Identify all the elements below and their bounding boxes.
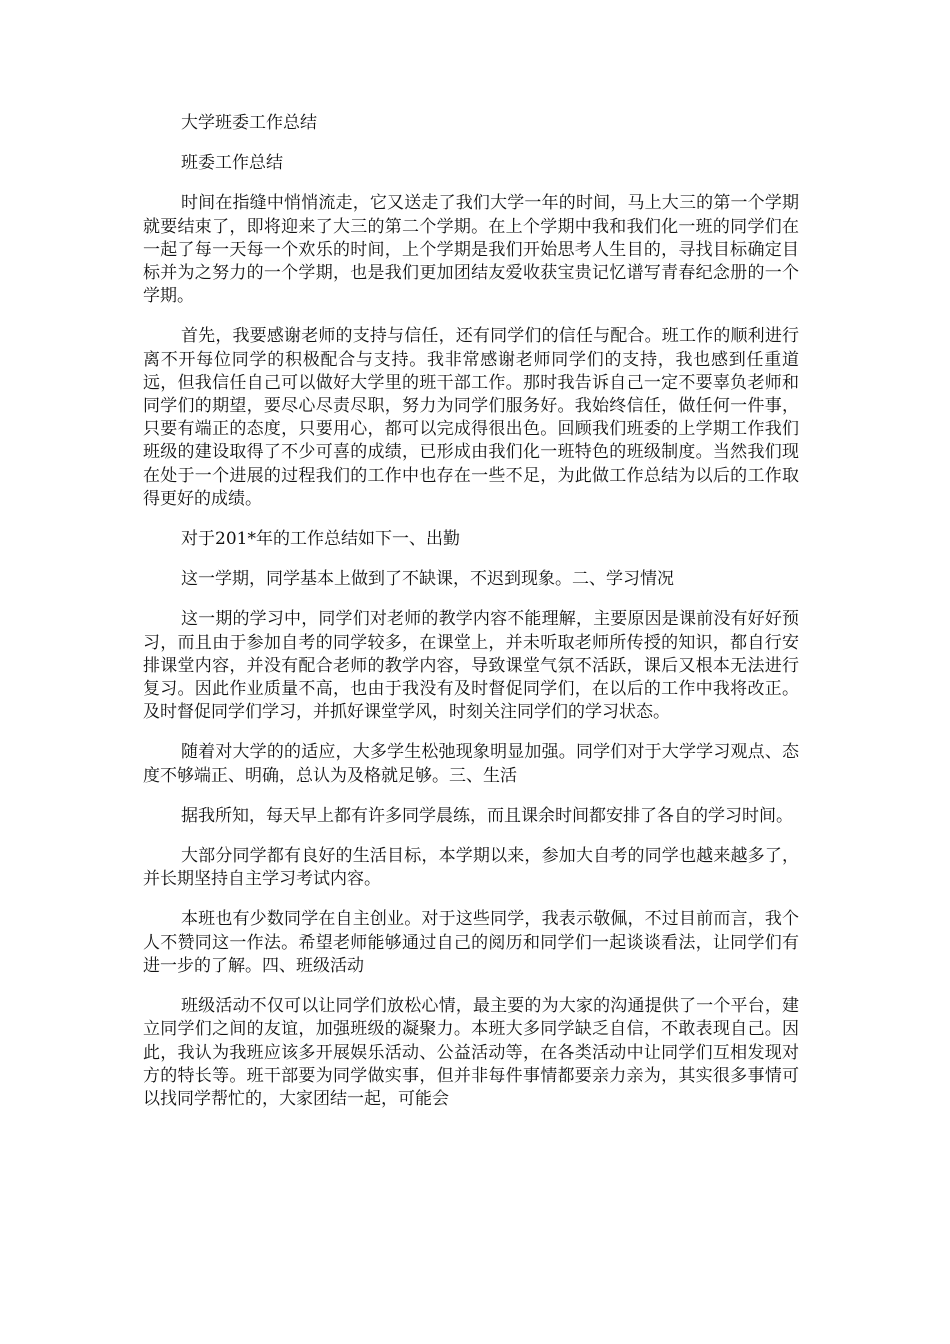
paragraph-life-exercise: 据我所知，每天早上都有许多同学晨练，而且课余时间都安排了各自的学习时间。 [181, 805, 793, 826]
document-page [143, 112, 799, 1128]
paragraph-entrepreneurship: 本班也有少数同学在自主创业。对于这些同学，我表示敬佩，不过目前而言，我个人不赞同这一作法。希望老师能够通过自己的阅历和同学们一起谈谈看法，让同学们有进一步的了解。四、班级活动 [143, 909, 799, 976]
paragraph-intro: 时间在指缝中悄悄流走，它又送走了我们大学一年的时间，马上大三的第一个学期就要结束了，即将迎来了大三的第二个学期。在上个学期中我和我们化一班的同学们在一起了每一天每一个欢乐的时间，上个学期是我们开始思考人生目的，寻找目标确定目标并为之努力的一个学期，也是我们更加团结友爱收获宝贵记忆谱写青春纪念册的一个学期。 [143, 193, 799, 307]
paragraph-study-attitude: 随着对大学的的适应，大多学生松弛现象明显加强。同学们对于大学学习观点、态度不够端正、明确，总认为及格就足够。三、生活 [143, 742, 799, 786]
paragraph-study: 这一期的学习中，同学们对老师的教学内容不能理解，主要原因是课前没有好好预习，而且由于参加自考的同学较多，在课堂上，并未听取老师所传授的知识，都自行安排课堂内容，并没有配合老师的教学内容，导致课堂气氛不活跃，课后又根本无法进行复习。因此作业质量不高，也由于我没有及时督促同学们，在以后的工作中我将改正。及时督促同学们学习，并抓好课堂学风，时刻关注同学们的学习状态。 [143, 609, 799, 723]
document-title: 大学班委工作总结 [181, 113, 317, 133]
paragraph-thanks: 首先，我要感谢老师的支持与信任，还有同学们的信任与配合。班工作的顺利进行离不开每位同学的积极配合与支持。我非常感谢老师同学们的支持，我也感到任重道远，但我信任自己可以做好大学里的班干部工作。那时我告诉自己一定不要辜负老师和同学们的期望，要尽心尽责尽职，努力为同学们服务好。我始终信任，做任何一件事，只要有端正的态度，只要用心，都可以完成得很出色。回顾我们班委的上学期工作我们班级的建设取得了不少可喜的成绩，已形成由我们化一班特色的班级制度。当然我们现在处于一个进展的过程我们的工作中也存在一些不足，为此做工作总结为以后的工作取得更好的成绩。 [143, 326, 799, 509]
paragraph-class-activities: 班级活动不仅可以让同学们放松心情，最主要的为大家的沟通提供了一个平台，建立同学们之间的友谊，加强班级的凝聚力。本班大多同学缺乏自信，不敢表现自己。因此，我认为我班应该多开展娱乐活动、公益活动等，在各类活动中让同学们互相发现对方的特长等。班干部要为同学做实事，但并非每件事情都要亲力亲为，其实很多事情可以找同学帮忙的，大家团结一起，可能会 [143, 996, 799, 1109]
paragraph-attendance: 这一学期，同学基本上做到了不缺课，不迟到现象。二、学习情况 [181, 569, 674, 590]
document-subtitle: 班委工作总结 [181, 153, 283, 174]
paragraph-life-goals: 大部分同学都有良好的生活目标，本学期以来，参加大自考的同学也越来越多了，并长期坚持自主学习考试内容。 [143, 846, 799, 890]
paragraph-attendance-heading: 对于201*年的工作总结如下一、出勤 [181, 529, 460, 550]
